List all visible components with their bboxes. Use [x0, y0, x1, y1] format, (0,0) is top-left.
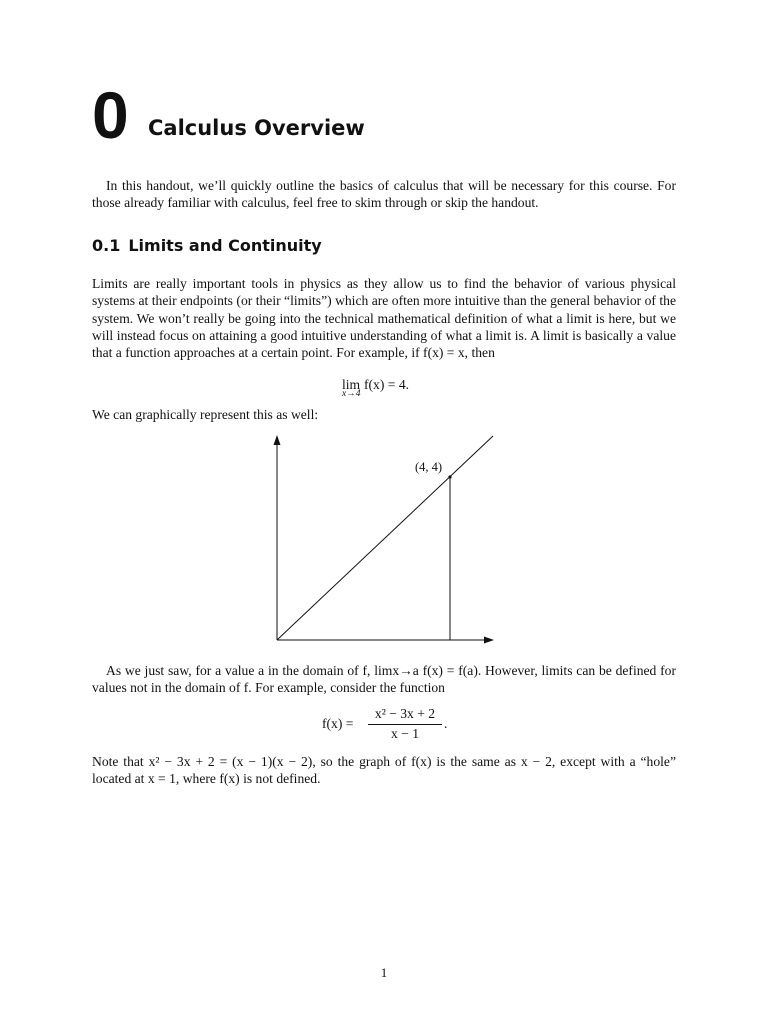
limit-operator: lim	[342, 377, 361, 392]
equation-period: .	[444, 716, 448, 731]
graph-intro-text: We can graphically represent this as well:	[92, 407, 319, 422]
intro-paragraph: In this handout, we’ll quickly outline the basics of calculus that will be necessary for this course. For those already familiar with calculus, feel free to skim through or skip the handout.	[92, 178, 676, 211]
point-label: (4, 4)	[415, 460, 443, 474]
limit-rhs: f(x) = 4.	[364, 377, 410, 392]
chapter-number: 0	[92, 78, 129, 152]
function-lhs: f(x) =	[322, 716, 354, 731]
function-line	[277, 436, 493, 640]
limits-paragraph: Limits are really important tools in physics as they allow us to find the behavior of various physical systems at their endpoints (or their “limits”) which are often more intuitive than the general behavior of the system. We won’t really be going into the technical mathematical definition of what a limit is here, but we will instead focus on attaining a good intuitive understanding of what a limit is. A limit is basically a value that a function approaches at a certain point. For example, if f(x) = x, then	[92, 276, 676, 361]
limit-subscript: x→4	[342, 389, 361, 399]
limit-graph	[260, 430, 500, 650]
section-heading	[92, 236, 322, 255]
y-axis-arrow	[274, 435, 281, 445]
section-number: 0.1	[92, 236, 121, 255]
section-title: Limits and Continuity	[128, 236, 322, 255]
fraction	[368, 706, 442, 742]
fraction-denominator: x − 1	[390, 726, 420, 741]
domain-paragraph: As we just saw, for a value a in the domain of f, limx→a f(x) = f(a). However, limits can be defined for values not in the domain of f. For example, consider the function	[92, 663, 676, 696]
note-paragraph: Note that x² − 3x + 2 = (x − 1)(x − 2), so the graph of f(x) is the same as x − 2, except with a “hole” located at x = 1, where f(x) is not defined.	[92, 754, 676, 787]
page-number: 1	[380, 965, 388, 980]
chapter-title: Calculus Overview	[148, 116, 365, 140]
fraction-numerator: x² − 3x + 2	[368, 706, 442, 725]
x-axis-arrow	[484, 637, 494, 644]
limit-point	[448, 475, 451, 478]
